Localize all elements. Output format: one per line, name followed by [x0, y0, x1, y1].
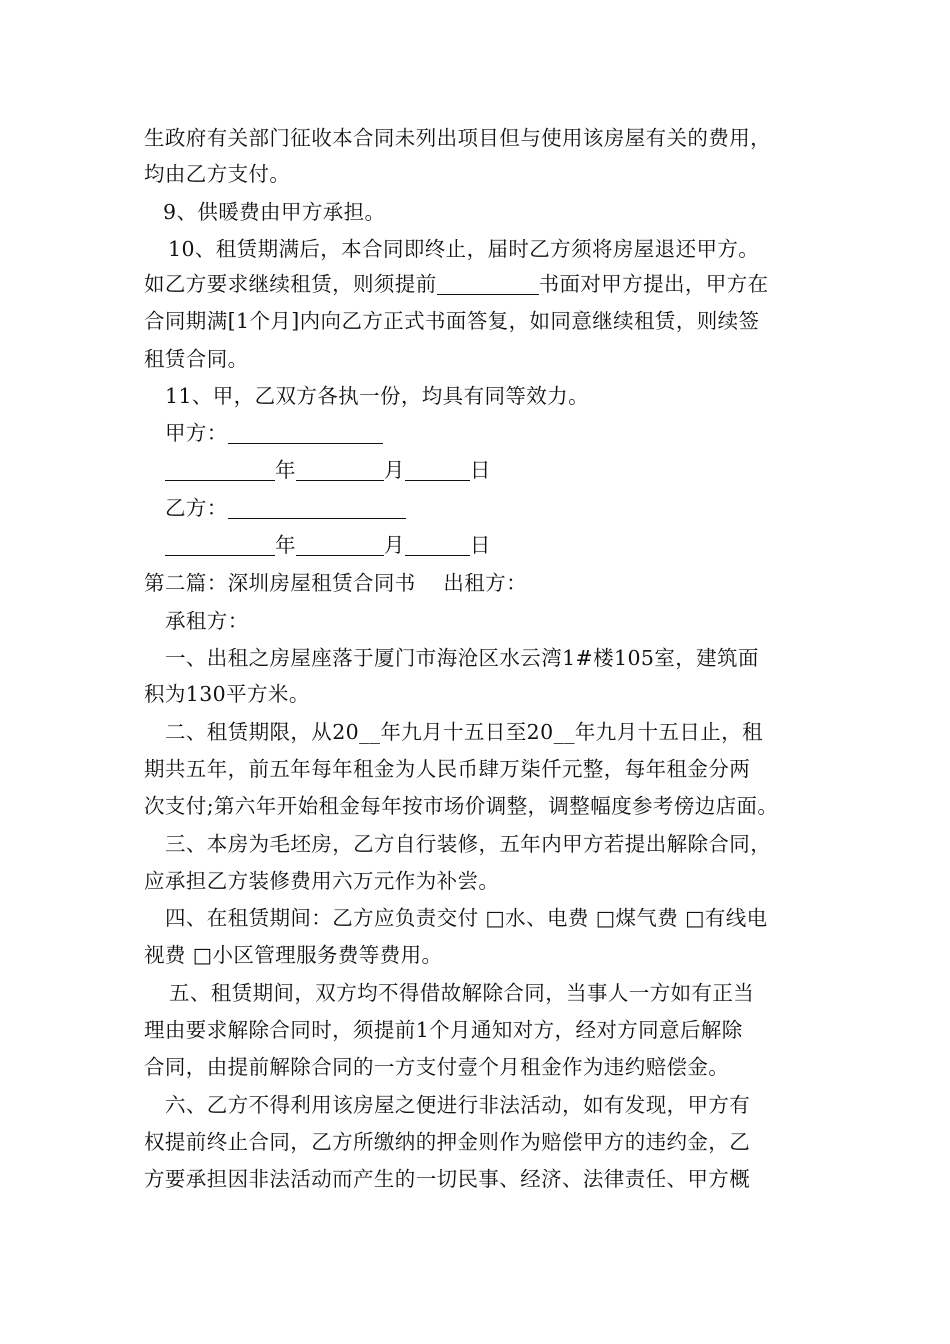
text-line: 生政府有关部门征收本合同未列出项目但与使用该房屋有关的费用，	[144, 126, 771, 150]
text-line: 次支付;第六年开始租金每年按市场价调整，调整幅度参考傍边店面。	[144, 794, 779, 818]
party-b-signature-line	[165, 490, 406, 526]
text-line: 方要承担因非法活动而产生的一切民事、经济、法律责任、甲方概	[144, 1167, 751, 1191]
clause-2: 二、租赁期限，从20__年九月十五日至20__年九月十五日止，租	[165, 720, 763, 744]
year-label: 年	[275, 533, 296, 557]
clause-5: 五、租赁期间，双方均不得借故解除合同，当事人一方如有正当	[169, 981, 755, 1005]
text-segment: 书面对甲方提出，甲方在	[538, 272, 769, 296]
year-blank[interactable]	[165, 533, 275, 556]
text-line: 租赁合同。	[144, 347, 249, 371]
text-segment: 如乙方要求继续租赁，则须提前	[144, 272, 437, 296]
text-line: 合同，由提前解除合同的一方支付壹个月租金作为违约赔偿金。	[144, 1055, 730, 1079]
party-a-blank[interactable]	[228, 421, 383, 444]
month-blank[interactable]	[296, 458, 384, 481]
clause-11: 11、甲，乙双方各执一份，均具有同等效力。	[165, 384, 589, 408]
party-a-date-line	[165, 452, 491, 488]
month-blank[interactable]	[296, 533, 384, 556]
text-line: 理由要求解除合同时，须提前1个月通知对方，经对方同意后解除	[144, 1018, 743, 1042]
day-label: 日	[469, 458, 491, 482]
lessee-label: 承租方：	[165, 609, 249, 633]
clause-9: 9、供暖费由甲方承担。	[163, 200, 386, 224]
party-b-date-line	[165, 527, 491, 563]
text-line: 视费 □小区管理服务费等费用。	[144, 943, 443, 967]
year-label: 年	[275, 458, 296, 482]
text-line: 权提前终止合同，乙方所缴纳的押金则作为赔偿甲方的违约金，乙	[144, 1130, 751, 1154]
party-a-label: 甲方：	[165, 421, 228, 445]
day-blank[interactable]	[405, 533, 470, 556]
clause-3: 三、本房为毛坯房，乙方自行装修，五年内甲方若提出解除合同，	[165, 832, 772, 856]
day-label: 日	[469, 533, 491, 557]
clause-1: 一、出租之房屋座落于厦门市海沧区水云湾1#楼105室，建筑面	[165, 646, 759, 670]
month-label: 月	[383, 458, 405, 482]
party-b-blank[interactable]	[228, 496, 406, 519]
text-line	[144, 266, 769, 302]
text-line: 应承担乙方装修费用六万元作为补尝。	[144, 869, 500, 893]
text-line: 合同期满[1个月]内向乙方正式书面答复，如同意继续租赁，则续签	[144, 309, 760, 333]
text-line: 积为130平方米。	[144, 682, 310, 706]
clause-10: 10、租赁期满后，本合同即终止，届时乙方须将房屋退还甲方。	[168, 237, 760, 261]
month-label: 月	[383, 533, 405, 557]
day-blank[interactable]	[405, 458, 470, 481]
text-line: 均由乙方支付。	[144, 162, 291, 186]
party-b-label: 乙方：	[165, 496, 228, 520]
clause-4: 四、在租赁期间：乙方应负责交付 □水、电费 □煤气费 □有线电	[165, 906, 768, 930]
fill-blank[interactable]	[437, 272, 539, 295]
year-blank[interactable]	[165, 458, 275, 481]
text-line: 期共五年，前五年每年租金为人民币肆万柒仟元整，每年租金分两	[144, 757, 751, 781]
clause-6: 六、乙方不得利用该房屋之便进行非法活动，如有发现，甲方有	[165, 1093, 751, 1117]
party-a-signature-line	[165, 415, 383, 451]
section-heading: 第二篇：深圳房屋租赁合同书 出租方：	[144, 571, 527, 595]
